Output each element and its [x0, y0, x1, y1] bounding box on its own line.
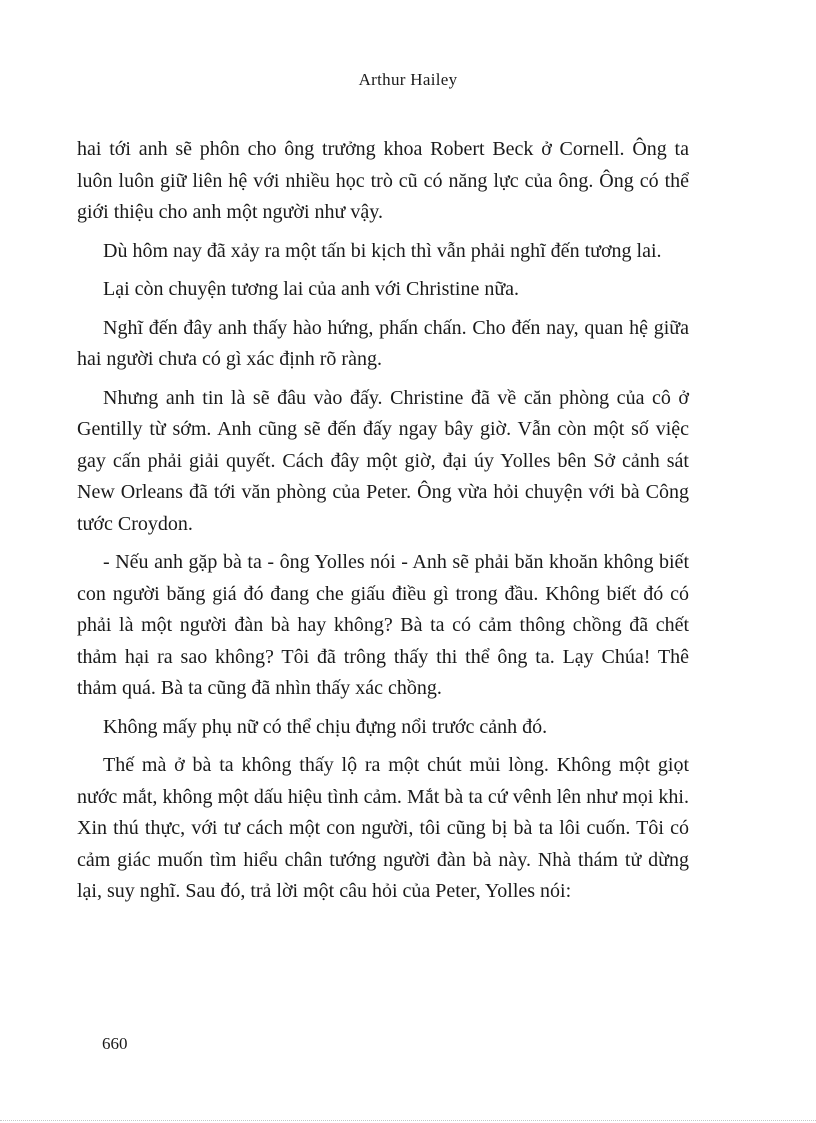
body-text — [77, 134, 689, 915]
paragraph: hai tới anh sẽ phôn cho ông trưởng khoa Robert Beck ở Cornell. Ông ta luôn luôn giữ liên hệ với nhiều học trò cũ có năng lực của ông. Ông có thể giới thiệu cho anh một người như vậy. — [77, 138, 689, 223]
paragraph: Không mấy phụ nữ có thể chịu đựng nổi trước cảnh đó. — [103, 715, 548, 738]
paragraph: Thế mà ở bà ta không thấy lộ ra một chút mủi lòng. Không một giọt nước mắt, không một dấu hiệu tình cảm. Mắt bà ta cứ vênh lên như mọi khi. Xin thú thực, với tư cách một con người, tôi cũng bị bà ta lôi cuốn. Tôi có cảm giác muốn tìm hiểu chân tướng người đàn bà này. Nhà thám tử dừng lại, suy nghĩ. Sau đó, trả lời một câu hỏi của Peter, Yolles nói: — [77, 754, 689, 902]
page-number: 660 — [102, 1034, 128, 1053]
paragraph: Nghĩ đến đây anh thấy hào hứng, phấn chấn. Cho đến nay, quan hệ giữa hai người chưa có gì xác định rõ ràng. — [77, 316, 689, 370]
paragraph: Nhưng anh tin là sẽ đâu vào đấy. Christine đã về căn phòng của cô ở Gentilly từ sớm. Anh cũng sẽ đến đấy ngay bây giờ. Vẫn còn một số việc gay cấn phải giải quyết. Cách đây một giờ, đại úy Yolles bên Sở cảnh sát New Orleans đã tới văn phòng của Peter. Ông vừa hỏi chuyện với bà Công tước Croydon. — [77, 386, 689, 535]
paragraph: Lại còn chuyện tương lai của anh với Christine nữa. — [103, 278, 520, 300]
paragraph: Dù hôm nay đã xảy ra một tấn bi kịch thì vẫn phải nghĩ đến tương lai. — [103, 239, 662, 262]
paragraph: - Nếu anh gặp bà ta - ông Yolles nói - Anh sẽ phải băn khoăn không biết con người băng giá đó đang che giấu điều gì trong đầu. Không biết đó có phải là một người đàn bà hay không? Bà ta có cảm thông chồng đã chết thảm hại ra sao không? Tôi đã trông thấy thi thể ông ta. Lạy Chúa! Thê thảm quá. Bà ta cũng đã nhìn thấy xác chồng. — [77, 551, 689, 699]
running-header-author: Arthur Hailey — [358, 70, 458, 89]
page-bottom-divider — [0, 1120, 816, 1121]
